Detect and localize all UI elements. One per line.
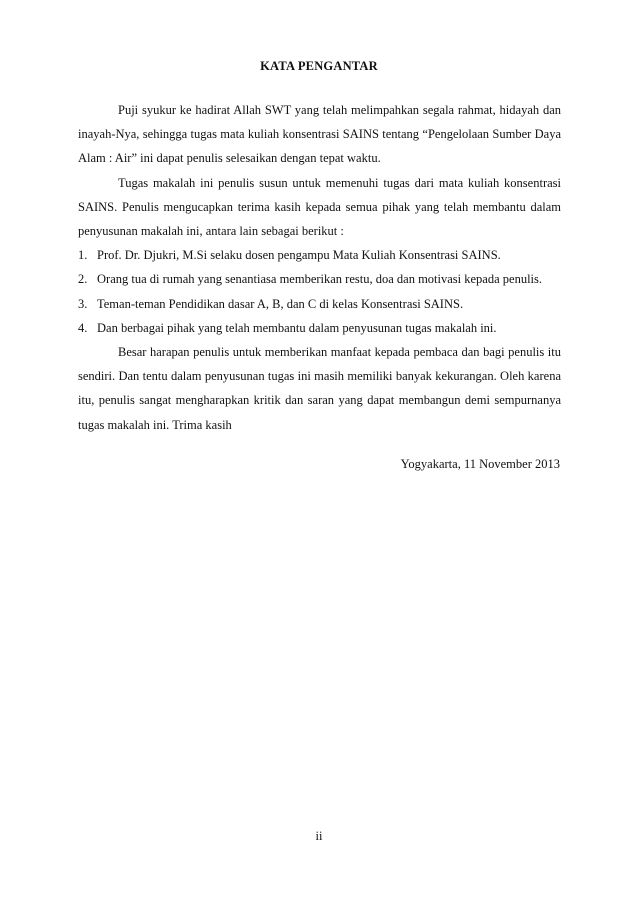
list-item-number: 3. [78,296,88,311]
closing-paragraph: Besar harapan penulis untuk memberikan manfaat kepada pembaca dan bagi penulis itu sendiri. Dan tentu dalam penyusunan tugas ini masih memiliki banyak kekurangan. Oleh karena itu, penulis sangat mengharapkan kritik dan saran yang dapat membangun demi sempurnanya tugas makalah ini. Trima kasih [78,345,561,432]
list-item-text: Teman-teman Pendidikan dasar A, B, dan C di kelas Konsentrasi SAINS. [97,296,464,311]
purpose-paragraph: Tugas makalah ini penulis susun untuk memenuhi tugas dari mata kuliah konsentrasi SAINS. Penulis mengucapkan terima kasih kepada semua pihak yang telah membantu dalam penyusunan makalah ini, antara lain sebagai berikut : [78,175,561,239]
list-item-text: Prof. Dr. Djukri, M.Si selaku dosen pengampu Mata Kuliah Konsentrasi SAINS. [97,248,501,263]
list-item-number: 2. [78,272,88,287]
list-item-number: 1. [78,248,88,263]
list-item [78,267,561,291]
place-date-signature: Yogyakarta, 11 November 2013 [400,457,560,471]
document-title: KATA PENGANTAR [260,59,378,73]
list-item [78,292,561,316]
acknowledgement-list [78,243,561,340]
list-item [78,243,561,267]
page-number: ii [315,829,323,843]
list-item-number: 4. [78,320,88,335]
intro-paragraph: Puji syukur ke hadirat Allah SWT yang telah melimpahkan segala rahmat, hidayah dan inayah-Nya, sehingga tugas mata kuliah konsentrasi SAINS tentang “Pengelolaan Sumber Daya Alam : Air” ini dapat penulis selesaikan dengan tepat waktu. [78,103,561,166]
document-body [78,98,561,437]
list-item [78,316,561,340]
list-item-text: Orang tua di rumah yang senantiasa memberikan restu, doa dan motivasi kepada penulis. [97,272,543,287]
list-item-text: Dan berbagai pihak yang telah membantu dalam penyusunan tugas makalah ini. [97,320,497,335]
